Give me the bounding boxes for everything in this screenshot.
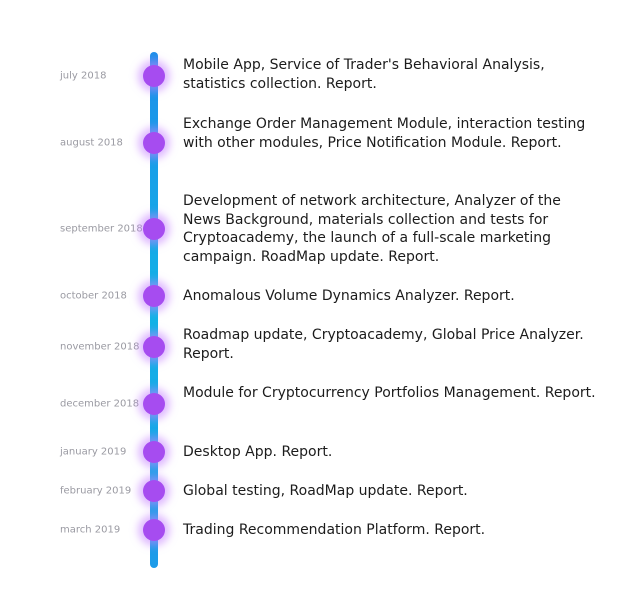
- milestone-date: february 2019: [60, 485, 132, 497]
- milestone-dot: [143, 65, 165, 87]
- milestone-date: august 2018: [60, 137, 123, 149]
- milestone-description: Mobile App, Service of Trader's Behavioral Analysis, statistics collection. Report.: [183, 57, 545, 92]
- milestone-dot: [143, 132, 165, 154]
- milestone-date: september 2018: [60, 223, 143, 235]
- milestone-description: Anomalous Volume Dynamics Analyzer. Report.: [183, 288, 515, 304]
- milestone-dot: [143, 285, 165, 307]
- milestone-description: Development of network architecture, Analyzer of the News Background, materials collection and tests for Cryptoacademy, the launch of a full-scale marketing campaign. RoadMap update. Report.: [183, 193, 561, 265]
- milestone-dot: [143, 480, 165, 502]
- milestone-description: Roadmap update, Cryptoacademy, Global Price Analyzer. Report.: [183, 327, 584, 362]
- milestone-date: december 2018: [60, 398, 140, 410]
- milestone-description: Exchange Order Management Module, interaction testing with other modules, Price Notification Module. Report.: [183, 116, 586, 151]
- milestone-description: Module for Cryptocurrency Portfolios Management. Report.: [183, 385, 596, 401]
- milestone-date: january 2019: [60, 446, 127, 458]
- milestone-description: Desktop App. Report.: [183, 444, 333, 460]
- milestone-dot: [143, 393, 165, 415]
- milestone-date: march 2019: [60, 524, 121, 536]
- milestone-dot: [143, 519, 165, 541]
- milestone-description: Trading Recommendation Platform. Report.: [183, 522, 486, 538]
- milestone-date: november 2018: [60, 341, 140, 353]
- milestone-dot: [143, 336, 165, 358]
- milestone-date: july 2018: [60, 70, 107, 82]
- milestone-dot: [143, 218, 165, 240]
- milestone-date: october 2018: [60, 290, 127, 302]
- milestone-description: Global testing, RoadMap update. Report.: [183, 483, 468, 499]
- milestone-dot: [143, 441, 165, 463]
